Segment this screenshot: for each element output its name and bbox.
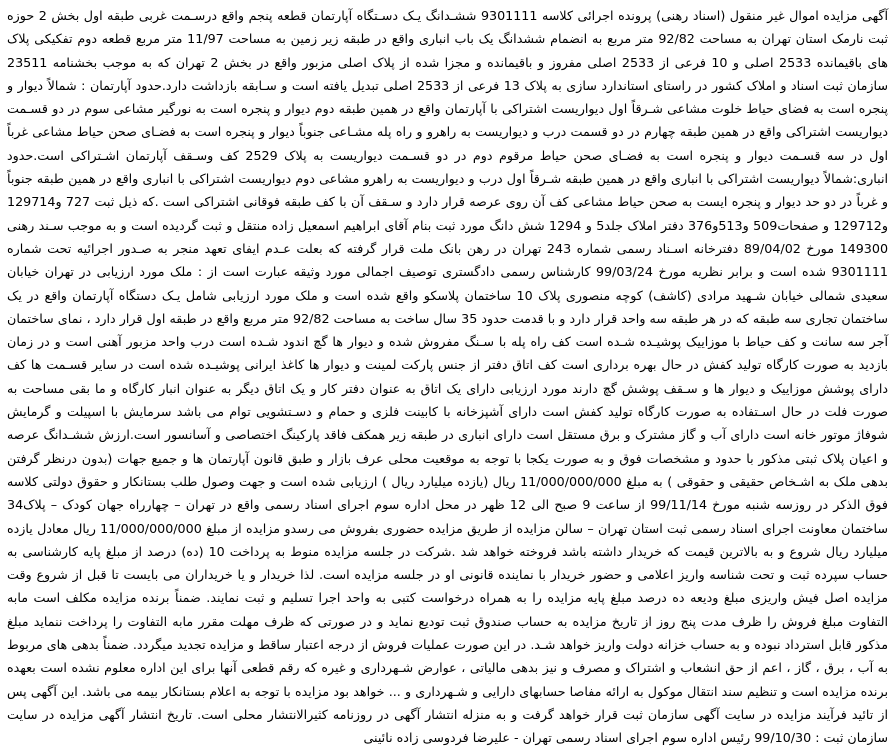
auction-notice-text: آگهی مزایده اموال غیر منقول (اسناد رهنی) پرونده اجرائی کلاسه 9301111 ششـدانگ یـک دسـتگاه آپارتمان قطعه پنجم واقع درسـمت غربی طبقه اول بخش 2 حوزه ثبت نارمک استان تهران به مساحت 92/82 متر مربع به انضمام ششدانگ یک باب انباری واقع در طبقه زیر زمین به مساحت 11/97 متر مربع قطعه دوم تفکیکی پلاک های باقیمانده 2533 اصلی و 10 فرعی از 2533 اصلی مفروز و باقیمانده و مجزا شده از پلاک اصلی مزبور واقع در بخش 2 تهران که به موجب بخشنامه 23511 سازمان ثبت اسناد و املاک کشور در راستای استاندارد سازی به پلاک 13 فرعی از 2533 اصلی تبدیل یافته است و سـابقه بازداشت دارد.حدود آپارتمان : شمالاً دیوار و پنجره است به فضای حیاط خلوت مشاعی شـرقاً اول دیواریست اشتراکی با آپارتمان واقع در همین طبقه دوم دیوار و پنجره است به نورگیر مشاعی سوم در دو قسـمت دیواریست اشتراکی واقع در همین طبقه چهارم در دو قسمت درب و دیواریست به راهرو و راه پله مشـاعی جنوباً دیوار و پنجره است به فضـای صحن حیاط مشاعی غرباً اول در سه قسـمت دیوار و پنجره است به فضـای صحن حیاط مرقوم دوم در دو قسـمت دیواریست به پلاک 2529 کف وسـقف آپارتمان اشـتراکی است.حدود انباری:شمالاً دیواریست اشتراکی با انباری واقع در همین طبقه شـرقاً اول درب و دیواریست به راهرو مشاعی دوم دیواریست اشتراکی با انباری واقع در همین طبقه جنوباً و غرباً در دو حد دیوار و پنجره ایست به صحن حیاط مشاعی کف آن روی عرصه قرار دارد و سـقف آن با کف طبقه فوقانی اشتراکی است .که ذیل ثبت 727 و129714 و129712 و صفحات509 و513و376 دفتر املاک جلد5 و 1294 شش دانگ مورد ثبت بنام آقای ابراهیم اسمعیل زاده منتقل و ثبت گردیده است و به موجب سـند رهنی 149300 مورخ 89/04/02 دفترخانه اسـناد رسمی شماره 243 تهران در رهن بانک ملت قرار گرفته که بعلت عـدم ایفای تعهد منجر به صـدور اجرائیه تحت شماره 9301111 شده است و برابر نظریه مورخ 99/03/24 کارشناس رسمی دادگستری توصیف اجمالی مورد وثیقه عبارت است از : ملک مورد ارزیابی در تهران خیابان سعیدی شمالی خیابان شـهید مرادی (کاشف) کوچه منصوری پلاک 10 ساختمان پلاسکو واقع شده است و ملک مورد ارزیابی شامل یـک دستگاه آپارتمان واقع در یک ساختمان تجاری سه طبقه که در هر طبقه سه واحد قرار دارد و با قدمت حدود 35 سال ساخت به مساحت 92/82 متر مربع واقع در طبقه اول قرار دارد ، نمای ساختمان آجر سه سانت و کف حیاط با موزاییک پوشیـده شـده است کف راه پله با سـنگ مفروش شده و دیوار ها گچ اندود شـده است درب واحد مزبور آهنی است و در زمان بازدید به صورت کارگاه تولید کفش در حال بهره برداری است کف اتاق دفتر از جنس پارکت لمینت و دیوار ها کاغذ ایرانی پوشیـده شده است در سایر قسـمت ها کف دارای پوشش موزاییک و دیوار ها و سـقف پوشش گچ دارند مورد ارزیابی دارای یک اتاق به عنوان دفتر کار و یک اتاق دیگر به عنوان انبار کارگاه و ما بقی مساحت به صورت فلت در حال اسـتفاده به صورت کارگاه تولید کفش است دارای آشپزخانه با کابینت فلزی و حمام و دسـتشویی توام می باشد سرمایش با اسپیلت و گرمایش شوفاژ موتور خانه است دارای آب و گاز مشترک و برق مستقل است دارای انباری در طبقه زیر همکف فاقد پارکینگ اختصاصی و آسانسور است.ارزش ششـدانگ عرصه و اعیان پلاک ثبتی مذکور با حدود و مشخصات فوق و به صورت یکجا با توجه به موقعیت محلی عرف بازار و طبق قانون آپارتمان ها و جمیع جهات (بدون درنظر گرفتن بدهی ملک به اشـخاص حقیقی و حقوقی ) به مبلغ 11/000/000/000 ریال (یازده میلیارد ریال ) ارزیابی شده است و جهت وصول طلب بستانکار و حقوق دولتی کلاسه فوق الذکر در روزسه شنبه مورخ 99/11/14 از ساعت 9 صبح الی 12 ظهر در محل اداره سوم اجرای اسناد رسمی واقع در تهران – چهارراه جهان کودک – پلاک34 ساختمان معاونت اجرای اسناد رسمی ثبت استان تهران – سالن مزایده از طریق مزایده حضوری بفروش می رسدو مزایده از مبلغ 11/000/000/000 ریال معادل یازده میلیارد ریال شروع و به بالاترین قیمت که خریدار داشته باشد فروخته خواهد شد .شرکت در جلسه مزایده منوط به پرداخت 10 (ده) درصد از مبلغ پایه کارشناسی به حساب سپرده ثبت و تحت شناسه واریز اعلامی و حضور خریدار با نماینده قانونی او در جلسه مزایده است. لذا خریدار و یا خریداران می بایست تا قبل از شروع وقت مزایده اصل فیش واریزی مبلغ ودیعه ده درصد مبلغ پایه مزایده را به همراه درخواست کتبی به واحد اجرا تسلیم و ثبت نمایند. ضمناً برنده مزایده مکلف است مابه التفاوت مبلغ فروش را ظرف مدت پنج روز از تاریخ مزایده به حساب صندوق ثبت تودیع نماید و در صورتی که ظرف مهلت مقرر مابه التفاوت را پرداخت ننماید مبلغ مذکور قابل استرداد نبوده و به حساب خزانه دولت واریز خواهد شـد. در این صورت عملیات فروش از درجه اعتبار ساقط و مزایده تجدید میگردد. ضمناً بدهی های مربوط به آب ، برق ، گاز ، اعم از حق انشعاب و اشتراک و مصرف و نیز بدهی مالیاتی ، عوارض شـهرداری و غیره که رقم قطعی آنها برای این اداره معلوم نشده است بعهده برنده مزایده است و تنظیم سند انتقال موکول به ارائه مفاصا حسابهای دارایی و شـهرداری و ... خواهد بود مزایده با توجه به اعلام بستانکار بیمه می باشد. این آگهی پس از تائید فرآیند مزایده در سایت آگهی سازمان ثبت قرار خواهد گرفت و به منزله انتشار آگهی در روزنامه کثیرالانتشار محلی است. تاریخ انتشار آگهی مزایده در سایت سازمان ثبت : 99/10/30 رئیس اداره سوم اجرای اسناد رسمی تهران - علیرضا فردوسی زاده نائینی <box>7 8 889 746</box>
